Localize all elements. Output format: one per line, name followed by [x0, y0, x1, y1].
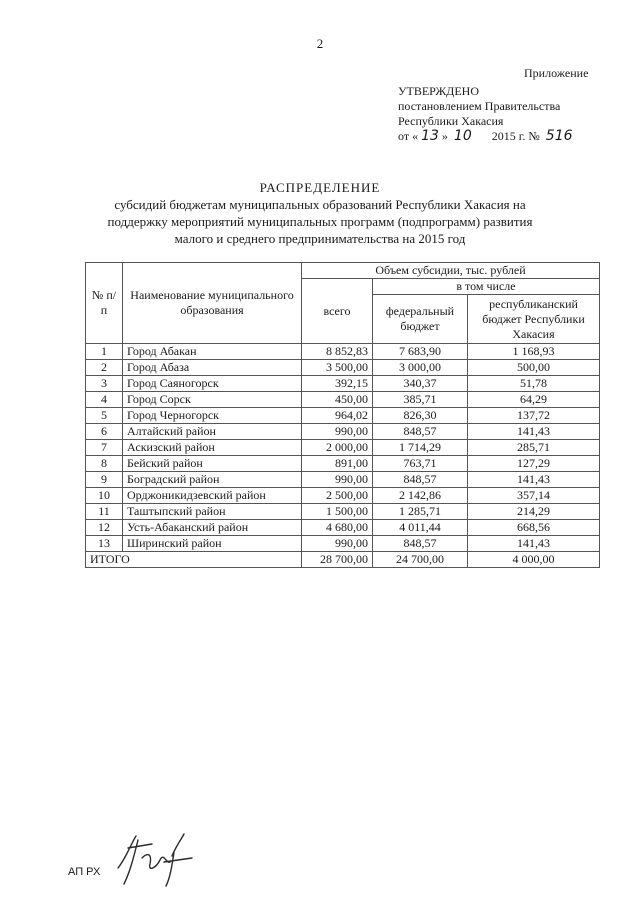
- total-sum: 28 700,00: [302, 552, 373, 568]
- title-line-1: субсидий бюджетам муниципальных образований Республики Хакасия на: [114, 197, 526, 212]
- row-total: 2 500,00: [302, 488, 373, 504]
- document-title: [0, 179, 640, 247]
- total-federal: 24 700,00: [373, 552, 468, 568]
- table-row: [86, 424, 600, 440]
- row-name: Аскизский район: [123, 440, 302, 456]
- table-row: [86, 408, 600, 424]
- approval-date-line: [398, 129, 576, 144]
- row-federal: 1 285,71: [373, 504, 468, 520]
- subsidy-table: [85, 262, 600, 568]
- row-num: 7: [86, 440, 123, 456]
- row-republic: 357,14: [468, 488, 600, 504]
- date-day: 13: [421, 128, 439, 144]
- appendix-label: Приложение: [524, 66, 589, 80]
- row-total: 964,02: [302, 408, 373, 424]
- row-total: 4 680,00: [302, 520, 373, 536]
- row-num: 13: [86, 536, 123, 552]
- header-volume: Объем субсидии, тыс. рублей: [302, 263, 600, 279]
- row-name: Город Абакан: [123, 344, 302, 360]
- row-total: 990,00: [302, 424, 373, 440]
- row-republic: 137,72: [468, 408, 600, 424]
- row-federal: 763,71: [373, 456, 468, 472]
- row-total: 2 000,00: [302, 440, 373, 456]
- total-republic: 4 000,00: [468, 552, 600, 568]
- row-total: 1 500,00: [302, 504, 373, 520]
- approval-heading: УТВЕРЖДЕНО: [398, 84, 480, 98]
- row-num: 10: [86, 488, 123, 504]
- approval-stamp-block: [398, 84, 576, 144]
- row-republic: 141,43: [468, 536, 600, 552]
- row-republic: 141,43: [468, 472, 600, 488]
- row-num: 5: [86, 408, 123, 424]
- row-total: 450,00: [302, 392, 373, 408]
- row-num: 4: [86, 392, 123, 408]
- table-row: [86, 504, 600, 520]
- row-republic: 127,29: [468, 456, 600, 472]
- row-name: Город Сорск: [123, 392, 302, 408]
- row-total: 990,00: [302, 536, 373, 552]
- decree-number: 516: [545, 128, 573, 144]
- row-federal: 4 011,44: [373, 520, 468, 536]
- row-name: Город Саяногорск: [123, 376, 302, 392]
- table-row: [86, 536, 600, 552]
- header-republic: республиканский бюджет Республики Хакасия: [468, 295, 600, 344]
- row-name: Орджоникидзевский район: [123, 488, 302, 504]
- row-total: 8 852,83: [302, 344, 373, 360]
- page-number: 2: [316, 36, 324, 51]
- row-federal: 826,30: [373, 408, 468, 424]
- row-name: Алтайский район: [123, 424, 302, 440]
- row-num: 9: [86, 472, 123, 488]
- row-name: Город Абаза: [123, 360, 302, 376]
- row-num: 12: [86, 520, 123, 536]
- row-republic: 141,43: [468, 424, 600, 440]
- row-total: 392,15: [302, 376, 373, 392]
- table-row: [86, 360, 600, 376]
- table-header-row: [86, 263, 600, 279]
- row-republic: 668,56: [468, 520, 600, 536]
- row-federal: 848,57: [373, 536, 468, 552]
- total-label: ИТОГО: [86, 552, 302, 568]
- row-republic: 64,29: [468, 392, 600, 408]
- row-total: 891,00: [302, 456, 373, 472]
- date-month: 10: [453, 128, 472, 144]
- header-including: в том числе: [373, 279, 600, 295]
- row-republic: 214,29: [468, 504, 600, 520]
- row-num: 2: [86, 360, 123, 376]
- row-num: 1: [86, 344, 123, 360]
- footer-code: АП РХ: [68, 866, 101, 878]
- row-name: Боградский район: [123, 472, 302, 488]
- header-name: Наименование муниципального образования: [123, 263, 302, 344]
- row-name: Город Черногорск: [123, 408, 302, 424]
- row-num: 11: [86, 504, 123, 520]
- table-row: [86, 456, 600, 472]
- row-num: 6: [86, 424, 123, 440]
- signature-icon: [112, 828, 202, 890]
- table-row: [86, 488, 600, 504]
- header-total: всего: [302, 279, 373, 344]
- table-body: [86, 344, 600, 568]
- approval-line-2: Республики Хакасия: [398, 114, 504, 128]
- header-num: № п/п: [86, 263, 123, 344]
- row-num: 8: [86, 456, 123, 472]
- row-federal: 385,71: [373, 392, 468, 408]
- row-republic: 285,71: [468, 440, 600, 456]
- row-name: Усть-Абаканский район: [123, 520, 302, 536]
- row-federal: 7 683,90: [373, 344, 468, 360]
- row-federal: 1 714,29: [373, 440, 468, 456]
- total-row: [86, 552, 600, 568]
- table-row: [86, 520, 600, 536]
- row-name: Бейский район: [123, 456, 302, 472]
- row-republic: 51,78: [468, 376, 600, 392]
- row-federal: 3 000,00: [373, 360, 468, 376]
- date-prefix: от «: [398, 129, 419, 143]
- title-line-3: малого и среднего предпринимательства на 2015 год: [174, 231, 466, 246]
- date-year: 2015 г. №: [491, 129, 540, 143]
- table-row: [86, 440, 600, 456]
- row-federal: 2 142,86: [373, 488, 468, 504]
- table-row: [86, 344, 600, 360]
- date-mid: »: [441, 129, 448, 143]
- row-republic: 1 168,93: [468, 344, 600, 360]
- row-total: 990,00: [302, 472, 373, 488]
- table-row: [86, 376, 600, 392]
- row-total: 3 500,00: [302, 360, 373, 376]
- row-federal: 848,57: [373, 424, 468, 440]
- row-name: Ширинский район: [123, 536, 302, 552]
- row-federal: 340,37: [373, 376, 468, 392]
- approval-line-1: постановлением Правительства: [398, 99, 561, 113]
- table-row: [86, 472, 600, 488]
- title-line-2: поддержку мероприятий муниципальных программ (подпрограмм) развития: [107, 214, 533, 229]
- row-num: 3: [86, 376, 123, 392]
- header-federal: федеральный бюджет: [373, 295, 468, 344]
- title-heading: РАСПРЕДЕЛЕНИЕ: [259, 180, 381, 195]
- row-federal: 848,57: [373, 472, 468, 488]
- row-name: Таштыпский район: [123, 504, 302, 520]
- table-row: [86, 392, 600, 408]
- row-republic: 500,00: [468, 360, 600, 376]
